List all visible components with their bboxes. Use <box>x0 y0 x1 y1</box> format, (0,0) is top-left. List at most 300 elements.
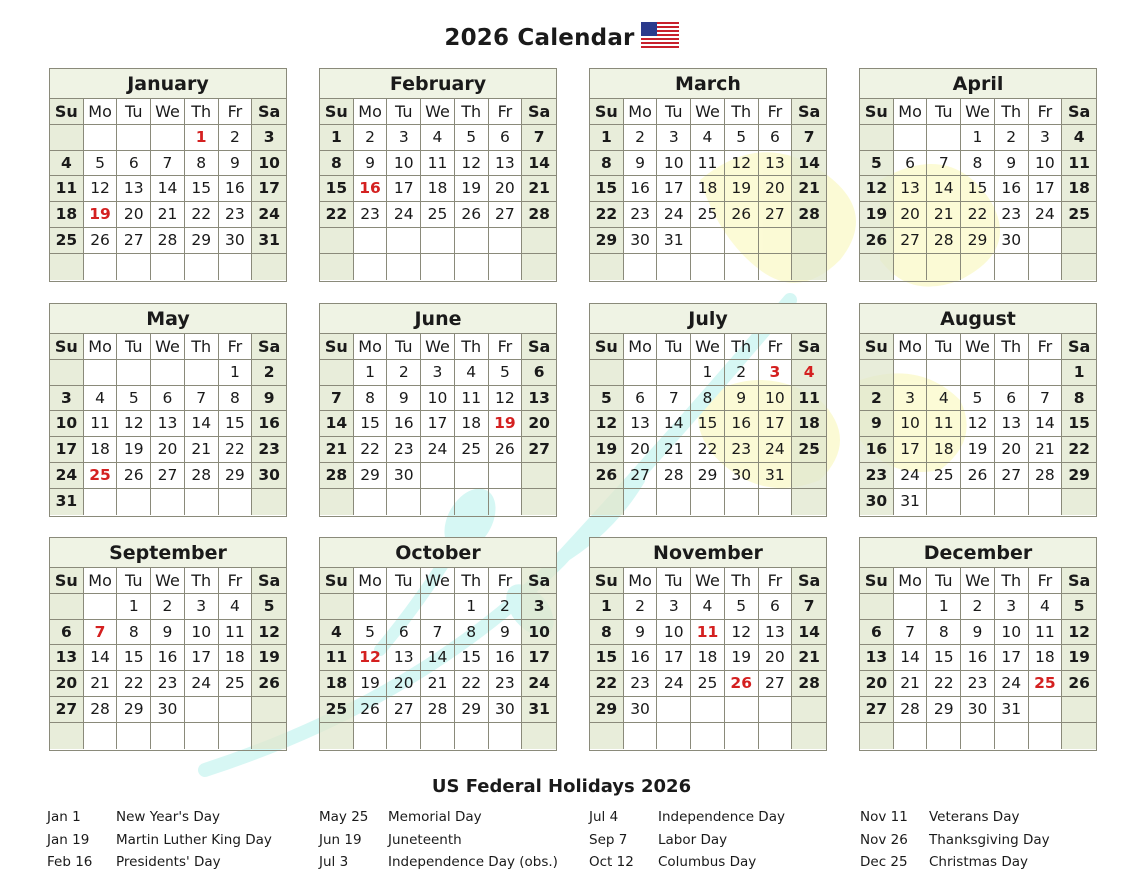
weekday-header: Fr <box>1029 568 1063 594</box>
day-cell: 6 <box>489 125 523 151</box>
weekday-header: Su <box>860 568 894 594</box>
day-cell: 10 <box>185 620 219 646</box>
empty-cell <box>185 360 219 386</box>
day-cell: 17 <box>252 176 286 202</box>
day-cell: 12 <box>117 411 151 437</box>
holiday-day-cell: 26 <box>725 671 759 697</box>
day-cell: 30 <box>489 697 523 723</box>
day-cell: 27 <box>489 202 523 228</box>
empty-cell <box>1062 254 1096 280</box>
holiday-date: Jun 19 <box>319 831 362 848</box>
day-cell: 8 <box>927 620 961 646</box>
holiday-name: Memorial Day <box>388 809 482 825</box>
day-cell: 1 <box>455 594 489 620</box>
day-cell: 26 <box>860 228 894 254</box>
day-cell: 17 <box>421 411 455 437</box>
day-cell: 25 <box>219 671 253 697</box>
day-cell: 14 <box>792 151 826 177</box>
day-cell: 7 <box>657 386 691 412</box>
holiday-item <box>589 806 785 829</box>
day-cell: 9 <box>860 411 894 437</box>
day-cell: 9 <box>489 620 523 646</box>
weekday-header: Su <box>590 568 624 594</box>
empty-cell <box>219 697 253 723</box>
holiday-name: Thanksgiving Day <box>929 831 1050 848</box>
empty-cell <box>320 360 354 386</box>
day-cell: 6 <box>624 386 658 412</box>
day-cell: 24 <box>387 202 421 228</box>
weekday-header: We <box>961 99 995 125</box>
day-cell: 23 <box>624 202 658 228</box>
day-cell: 10 <box>421 386 455 412</box>
day-cell: 6 <box>759 125 793 151</box>
day-cell: 18 <box>1029 645 1063 671</box>
day-cell: 21 <box>894 671 928 697</box>
holiday-item <box>319 851 558 874</box>
day-cell: 10 <box>252 151 286 177</box>
holiday-item <box>47 829 272 852</box>
day-cell: 26 <box>961 463 995 489</box>
day-cell: 13 <box>522 386 556 412</box>
empty-cell <box>792 697 826 723</box>
day-cell: 23 <box>624 671 658 697</box>
weekday-header: Fr <box>489 99 523 125</box>
day-cell: 12 <box>725 620 759 646</box>
day-cell: 13 <box>489 151 523 177</box>
empty-cell <box>927 489 961 515</box>
day-cell: 15 <box>354 411 388 437</box>
day-cell: 23 <box>995 202 1029 228</box>
empty-cell <box>489 463 523 489</box>
day-cell: 16 <box>860 437 894 463</box>
day-cell: 18 <box>691 176 725 202</box>
day-cell: 14 <box>1029 411 1063 437</box>
day-cell: 19 <box>354 671 388 697</box>
weekday-header: Su <box>860 99 894 125</box>
day-cell: 1 <box>117 594 151 620</box>
day-cell: 7 <box>894 620 928 646</box>
empty-cell <box>185 254 219 280</box>
weekday-header: Sa <box>792 568 826 594</box>
weekday-header: We <box>691 334 725 360</box>
day-cell: 28 <box>522 202 556 228</box>
day-cell: 29 <box>185 228 219 254</box>
day-cell: 17 <box>657 176 691 202</box>
day-cell: 3 <box>50 386 84 412</box>
month-name: November <box>590 538 826 568</box>
day-cell: 20 <box>489 176 523 202</box>
day-cell: 3 <box>252 125 286 151</box>
empty-cell <box>961 254 995 280</box>
holiday-date: Jul 4 <box>589 809 619 825</box>
day-cell: 17 <box>1029 176 1063 202</box>
day-cell: 2 <box>995 125 1029 151</box>
empty-cell <box>219 723 253 749</box>
day-cell: 2 <box>354 125 388 151</box>
empty-cell <box>894 723 928 749</box>
empty-cell <box>185 723 219 749</box>
day-cell: 4 <box>219 594 253 620</box>
empty-cell <box>1029 228 1063 254</box>
day-cell: 29 <box>117 697 151 723</box>
day-cell: 21 <box>522 176 556 202</box>
day-cell: 3 <box>421 360 455 386</box>
day-cell: 17 <box>657 645 691 671</box>
day-cell: 5 <box>961 386 995 412</box>
day-cell: 2 <box>489 594 523 620</box>
weekday-header: Th <box>995 99 1029 125</box>
empty-cell <box>354 254 388 280</box>
day-cell: 7 <box>792 594 826 620</box>
day-cell: 13 <box>117 176 151 202</box>
empty-cell <box>354 594 388 620</box>
day-cell: 7 <box>792 125 826 151</box>
month-name: June <box>320 304 556 334</box>
day-cell: 21 <box>84 671 118 697</box>
day-cell: 19 <box>1062 645 1096 671</box>
day-cell: 5 <box>354 620 388 646</box>
empty-cell <box>455 463 489 489</box>
day-cell: 24 <box>657 671 691 697</box>
day-cell: 11 <box>50 176 84 202</box>
day-cell: 17 <box>894 437 928 463</box>
day-cell: 28 <box>151 228 185 254</box>
weekday-header: Mo <box>354 334 388 360</box>
day-cell: 30 <box>252 463 286 489</box>
day-cell: 4 <box>421 125 455 151</box>
month-september <box>49 537 287 751</box>
empty-cell <box>1029 697 1063 723</box>
empty-cell <box>657 489 691 515</box>
empty-cell <box>421 228 455 254</box>
day-cell: 6 <box>860 620 894 646</box>
weekday-header: Tu <box>117 334 151 360</box>
empty-cell <box>421 463 455 489</box>
empty-cell <box>522 463 556 489</box>
day-cell: 27 <box>522 437 556 463</box>
day-cell: 5 <box>725 594 759 620</box>
holiday-item <box>860 851 1050 874</box>
holiday-item <box>47 851 272 874</box>
empty-cell <box>522 723 556 749</box>
day-cell: 11 <box>219 620 253 646</box>
empty-cell <box>1029 723 1063 749</box>
empty-cell <box>590 723 624 749</box>
empty-cell <box>759 697 793 723</box>
day-cell: 11 <box>455 386 489 412</box>
day-cell: 20 <box>151 437 185 463</box>
day-cell: 21 <box>421 671 455 697</box>
day-cell: 5 <box>725 125 759 151</box>
holiday-item <box>319 806 558 829</box>
day-cell: 18 <box>691 645 725 671</box>
day-cell: 6 <box>151 386 185 412</box>
day-cell: 23 <box>725 437 759 463</box>
weekday-header: We <box>151 568 185 594</box>
day-cell: 28 <box>421 697 455 723</box>
day-cell: 22 <box>961 202 995 228</box>
holiday-day-cell: 3 <box>759 360 793 386</box>
holiday-day-cell: 25 <box>84 463 118 489</box>
day-cell: 29 <box>590 228 624 254</box>
empty-cell <box>590 254 624 280</box>
empty-cell <box>84 254 118 280</box>
day-cell: 13 <box>151 411 185 437</box>
weekday-header: Th <box>455 334 489 360</box>
holiday-day-cell: 1 <box>185 125 219 151</box>
weekday-header: Tu <box>387 99 421 125</box>
holiday-column <box>589 806 785 874</box>
day-cell: 30 <box>624 228 658 254</box>
empty-cell <box>624 723 658 749</box>
weekday-header: We <box>421 334 455 360</box>
empty-cell <box>522 254 556 280</box>
day-cell: 12 <box>725 151 759 177</box>
day-cell: 23 <box>219 202 253 228</box>
day-cell: 23 <box>961 671 995 697</box>
month-october <box>319 537 557 751</box>
day-cell: 15 <box>117 645 151 671</box>
day-cell: 18 <box>421 176 455 202</box>
weekday-header: Mo <box>84 334 118 360</box>
empty-cell <box>320 489 354 515</box>
empty-cell <box>421 489 455 515</box>
day-cell: 2 <box>387 360 421 386</box>
day-cell: 9 <box>219 151 253 177</box>
empty-cell <box>927 360 961 386</box>
weekday-header: Sa <box>522 568 556 594</box>
day-cell: 17 <box>759 411 793 437</box>
page-title <box>0 22 1123 54</box>
day-cell: 19 <box>117 437 151 463</box>
day-cell: 27 <box>759 671 793 697</box>
empty-cell <box>792 254 826 280</box>
day-cell: 14 <box>927 176 961 202</box>
day-cell: 15 <box>590 176 624 202</box>
empty-cell <box>860 254 894 280</box>
day-cell: 26 <box>117 463 151 489</box>
day-cell: 9 <box>354 151 388 177</box>
day-cell: 31 <box>252 228 286 254</box>
day-cell: 8 <box>590 151 624 177</box>
day-cell: 4 <box>691 594 725 620</box>
empty-cell <box>84 360 118 386</box>
weekday-header: Mo <box>84 568 118 594</box>
empty-cell <box>84 125 118 151</box>
day-cell: 14 <box>320 411 354 437</box>
day-cell: 7 <box>927 151 961 177</box>
day-cell: 19 <box>725 645 759 671</box>
empty-cell <box>691 228 725 254</box>
empty-cell <box>219 254 253 280</box>
day-cell: 25 <box>421 202 455 228</box>
day-cell: 22 <box>354 437 388 463</box>
day-cell: 13 <box>759 151 793 177</box>
day-cell: 1 <box>927 594 961 620</box>
day-cell: 21 <box>320 437 354 463</box>
day-cell: 6 <box>387 620 421 646</box>
empty-cell <box>691 489 725 515</box>
day-cell: 13 <box>860 645 894 671</box>
weekday-header: Fr <box>759 334 793 360</box>
day-cell: 26 <box>590 463 624 489</box>
holiday-day-cell: 16 <box>354 176 388 202</box>
day-cell: 31 <box>894 489 928 515</box>
day-cell: 5 <box>860 151 894 177</box>
day-cell: 4 <box>691 125 725 151</box>
day-cell: 10 <box>995 620 1029 646</box>
day-cell: 24 <box>421 437 455 463</box>
empty-cell <box>252 723 286 749</box>
day-cell: 7 <box>320 386 354 412</box>
day-cell: 25 <box>927 463 961 489</box>
day-cell: 14 <box>894 645 928 671</box>
empty-cell <box>691 697 725 723</box>
empty-cell <box>1062 697 1096 723</box>
day-cell: 6 <box>50 620 84 646</box>
day-cell: 27 <box>894 228 928 254</box>
weekday-header: Th <box>725 568 759 594</box>
day-cell: 17 <box>522 645 556 671</box>
empty-cell <box>995 360 1029 386</box>
day-cell: 21 <box>792 176 826 202</box>
empty-cell <box>421 254 455 280</box>
day-cell: 26 <box>1062 671 1096 697</box>
empty-cell <box>117 360 151 386</box>
empty-cell <box>522 489 556 515</box>
empty-cell <box>489 489 523 515</box>
holiday-day-cell: 19 <box>84 202 118 228</box>
weekday-header: Su <box>50 334 84 360</box>
empty-cell <box>860 594 894 620</box>
holiday-date: Jan 1 <box>47 809 81 825</box>
empty-cell <box>117 125 151 151</box>
month-name: August <box>860 304 1096 334</box>
empty-cell <box>421 723 455 749</box>
day-cell: 20 <box>894 202 928 228</box>
weekday-header: We <box>151 99 185 125</box>
weekday-header: Th <box>455 568 489 594</box>
empty-cell <box>84 723 118 749</box>
day-cell: 9 <box>624 620 658 646</box>
day-cell: 24 <box>252 202 286 228</box>
day-cell: 18 <box>792 411 826 437</box>
day-cell: 14 <box>657 411 691 437</box>
day-cell: 22 <box>320 202 354 228</box>
day-cell: 26 <box>252 671 286 697</box>
holiday-name: Labor Day <box>658 831 728 848</box>
empty-cell <box>657 254 691 280</box>
day-cell: 6 <box>759 594 793 620</box>
empty-cell <box>489 723 523 749</box>
day-cell: 27 <box>860 697 894 723</box>
empty-cell <box>387 228 421 254</box>
holiday-day-cell: 4 <box>792 360 826 386</box>
empty-cell <box>725 254 759 280</box>
day-cell: 19 <box>725 176 759 202</box>
weekday-header: We <box>691 568 725 594</box>
empty-cell <box>1062 489 1096 515</box>
holiday-date: Feb 16 <box>47 854 93 870</box>
day-cell: 7 <box>151 151 185 177</box>
weekday-header: Mo <box>624 568 658 594</box>
empty-cell <box>522 228 556 254</box>
day-cell: 26 <box>489 437 523 463</box>
month-december <box>859 537 1097 751</box>
month-january <box>49 68 287 282</box>
day-cell: 17 <box>995 645 1029 671</box>
holiday-name: Martin Luther King Day <box>116 831 272 848</box>
empty-cell <box>252 489 286 515</box>
month-february <box>319 68 557 282</box>
day-cell: 5 <box>1062 594 1096 620</box>
weekday-header: Su <box>50 99 84 125</box>
weekday-header: Sa <box>252 334 286 360</box>
day-cell: 16 <box>624 176 658 202</box>
holiday-date: Oct 12 <box>589 854 634 870</box>
empty-cell <box>995 489 1029 515</box>
day-cell: 19 <box>252 645 286 671</box>
weekday-header: We <box>691 99 725 125</box>
day-cell: 4 <box>50 151 84 177</box>
weekday-header: Th <box>725 334 759 360</box>
month-november <box>589 537 827 751</box>
day-cell: 22 <box>185 202 219 228</box>
day-cell: 10 <box>894 411 928 437</box>
empty-cell <box>117 723 151 749</box>
day-cell: 14 <box>522 151 556 177</box>
day-cell: 21 <box>792 645 826 671</box>
day-cell: 2 <box>860 386 894 412</box>
month-name: September <box>50 538 286 568</box>
day-cell: 15 <box>590 645 624 671</box>
weekday-header: Th <box>455 99 489 125</box>
empty-cell <box>927 254 961 280</box>
empty-cell <box>657 697 691 723</box>
day-cell: 31 <box>50 489 84 515</box>
weekday-header: Fr <box>759 568 793 594</box>
day-cell: 8 <box>219 386 253 412</box>
empty-cell <box>354 723 388 749</box>
day-cell: 11 <box>84 411 118 437</box>
empty-cell <box>50 125 84 151</box>
empty-cell <box>860 360 894 386</box>
day-cell: 5 <box>455 125 489 151</box>
day-cell: 16 <box>961 645 995 671</box>
day-cell: 11 <box>320 645 354 671</box>
day-cell: 15 <box>961 176 995 202</box>
day-cell: 24 <box>522 671 556 697</box>
day-cell: 6 <box>117 151 151 177</box>
day-cell: 30 <box>860 489 894 515</box>
weekday-header: Tu <box>927 334 961 360</box>
empty-cell <box>657 723 691 749</box>
day-cell: 16 <box>387 411 421 437</box>
day-cell: 8 <box>185 151 219 177</box>
empty-cell <box>489 228 523 254</box>
day-cell: 24 <box>185 671 219 697</box>
day-cell: 28 <box>185 463 219 489</box>
day-cell: 22 <box>691 437 725 463</box>
empty-cell <box>151 489 185 515</box>
day-cell: 24 <box>657 202 691 228</box>
day-cell: 19 <box>860 202 894 228</box>
weekday-header: Sa <box>1062 334 1096 360</box>
empty-cell <box>1029 489 1063 515</box>
weekday-header: Mo <box>624 99 658 125</box>
weekday-header: Mo <box>84 99 118 125</box>
day-cell: 25 <box>1062 202 1096 228</box>
